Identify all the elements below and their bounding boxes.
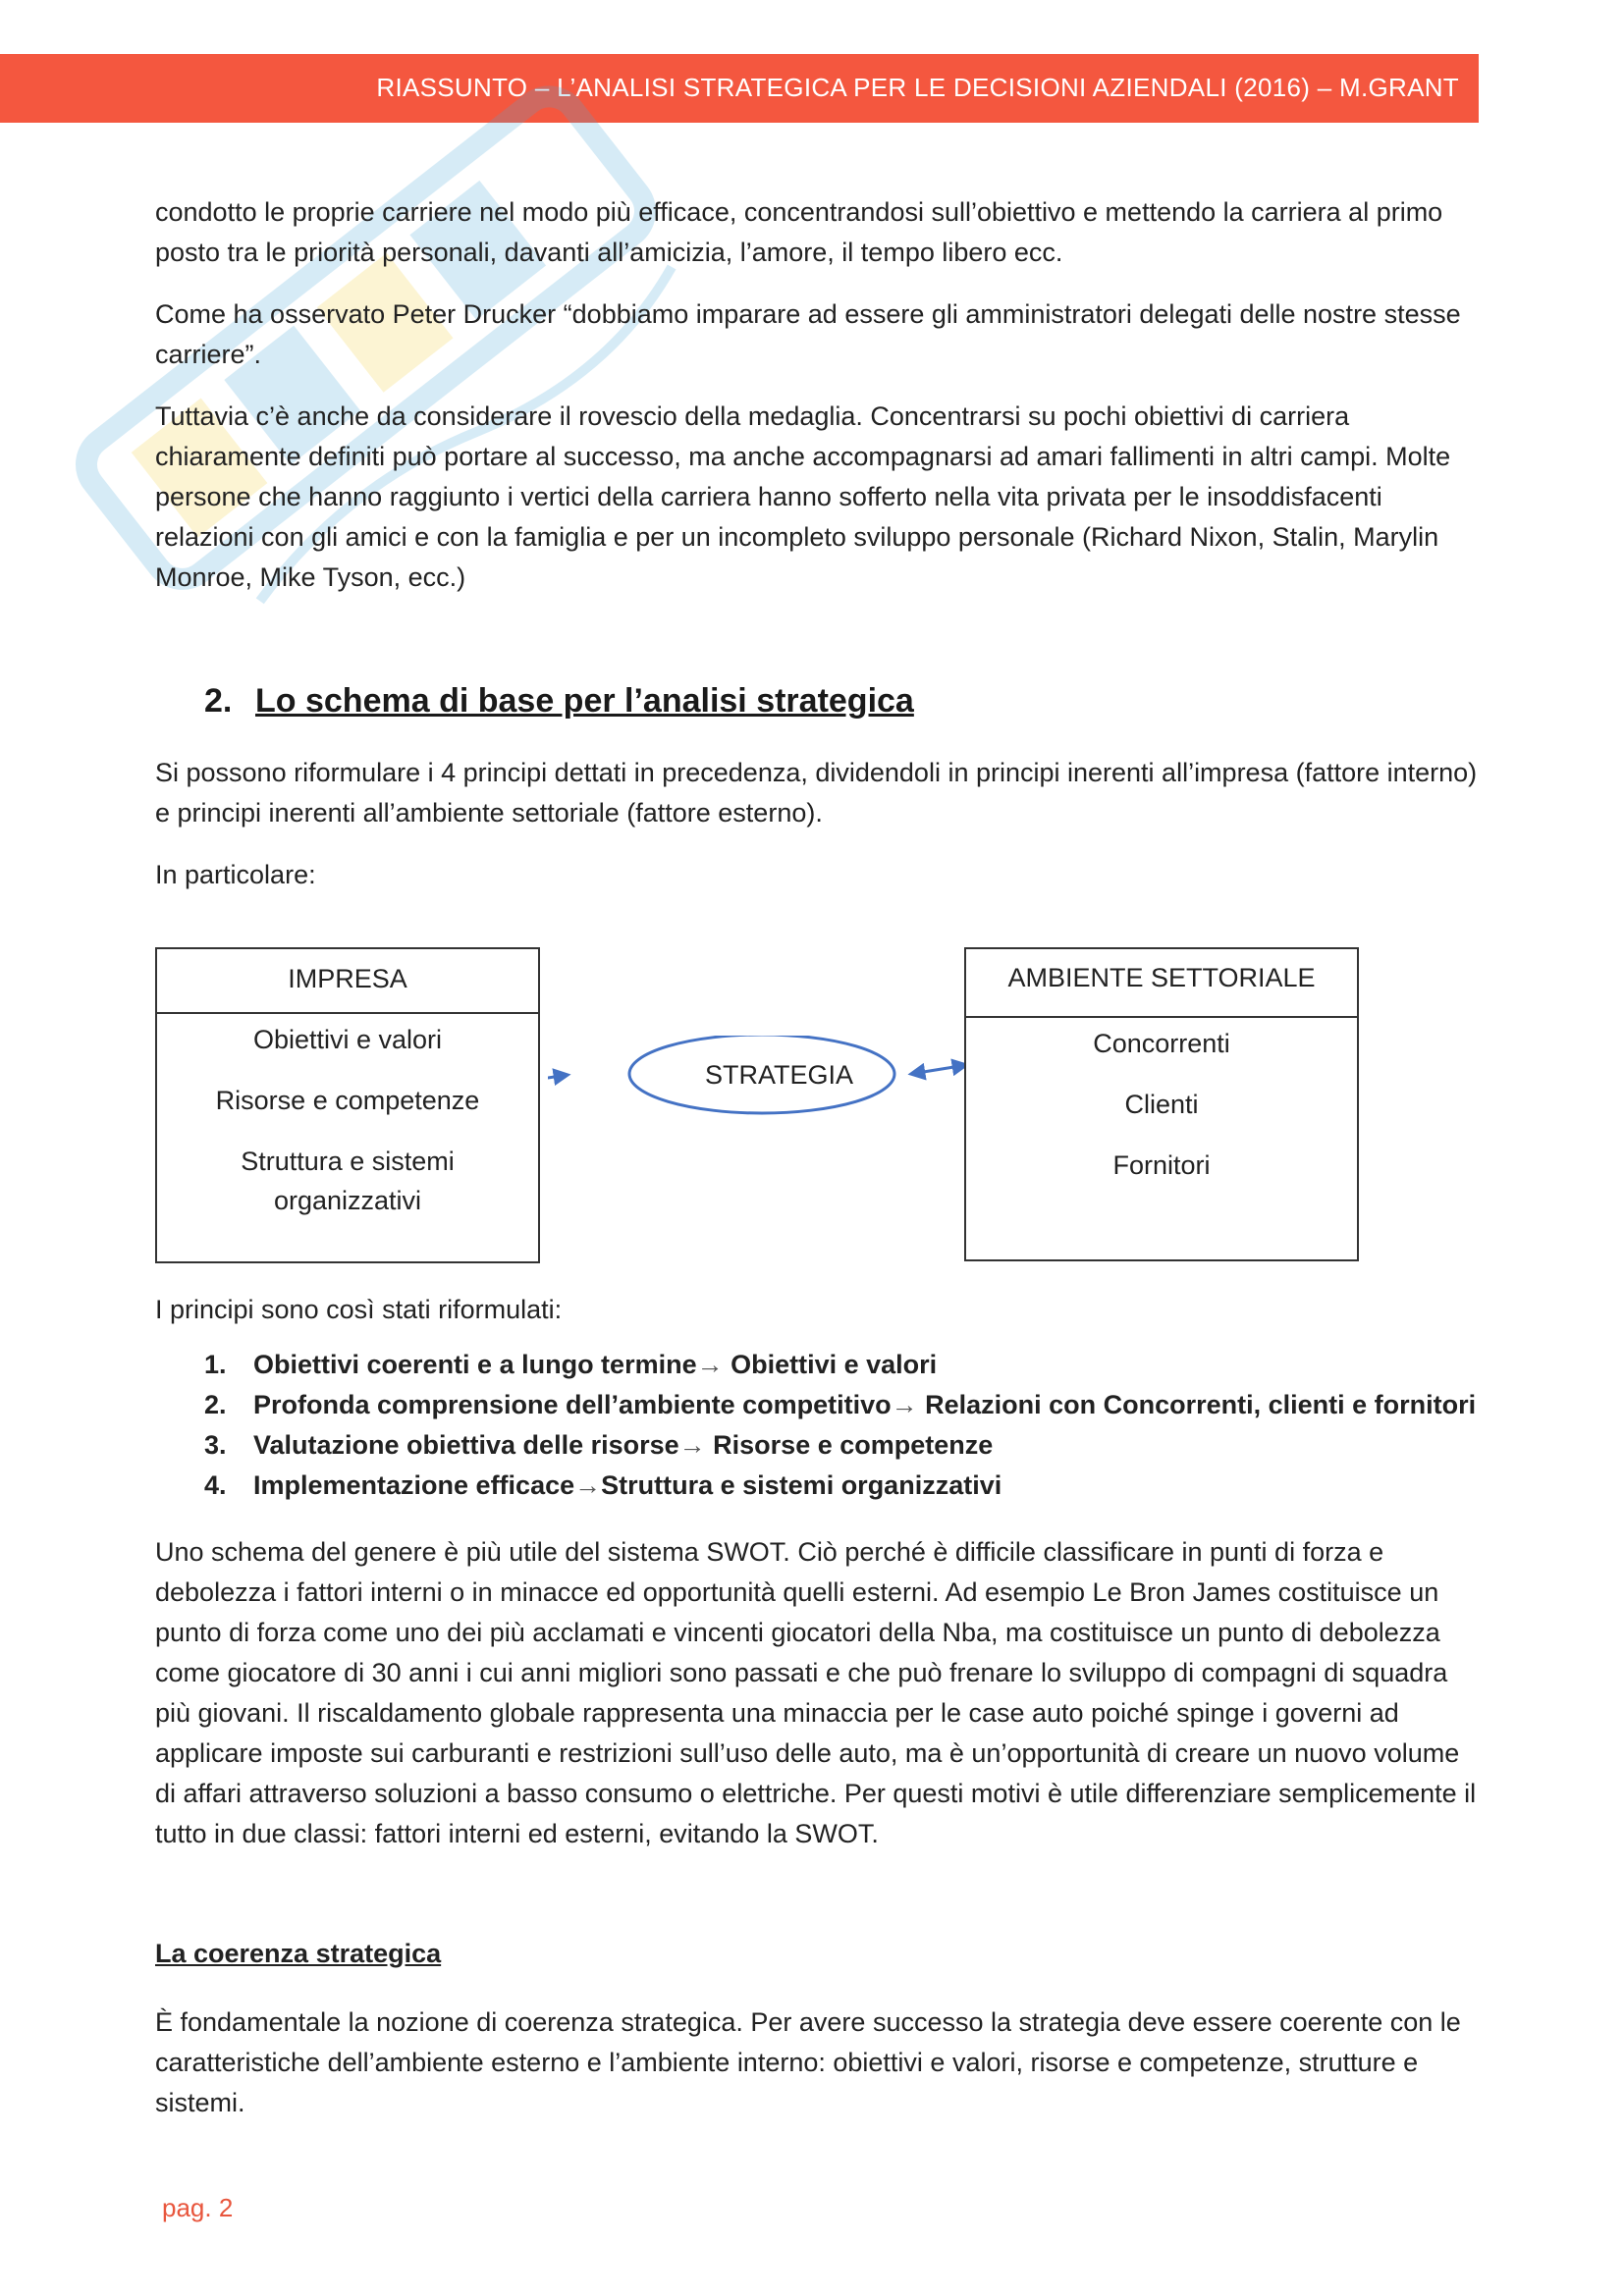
arrow-icon: → [678,1430,706,1460]
impresa-item: Struttura e sistemi [241,1147,455,1176]
ambiente-item: Clienti [1124,1090,1199,1119]
subheading: La coerenza strategica [155,1939,442,1968]
ambiente-item: Concorrenti [1093,1029,1230,1058]
ambiente-item: Fornitori [1112,1150,1211,1180]
list-item: 4. Implementazione efficace→Struttura e sistemi organizzativi [204,1470,1002,1500]
ambiente-box [964,947,1359,1261]
list-item: 2. Profonda comprensione dell’ambiente competitivo→ Relazioni con Concorrenti, clienti e fornitori [204,1390,1477,1419]
impresa-title: IMPRESA [157,949,538,1014]
impresa-box [155,947,540,1263]
impresa-item: organizzativi [273,1186,422,1215]
strategy-diagram [155,937,1481,1261]
section-heading [204,682,914,721]
paragraph: In particolare: [155,860,316,889]
ambiente-title: AMBIENTE SETTORIALE [966,949,1357,1018]
arrow-icon: → [891,1390,918,1419]
list-item: 3. Valutazione obiettiva delle risorse→ Risorse e competenze [204,1430,994,1460]
paragraph: I principi sono così stati riformulati: [155,1295,563,1324]
left-arrow [548,1075,568,1083]
section-title: Lo schema di base per l’analisi strategica [255,682,914,720]
header-title: RIASSUNTO – L’ANALISI STRATEGICA PER LE DECISIONI AZIENDALI (2016) – M.GRANT [376,73,1459,102]
arrow-icon: → [696,1350,724,1379]
page-number: pag. 2 [162,2193,234,2222]
paragraph: Uno schema del genere è più utile del sistema SWOT. Ciò perché è difficile classificare in punti di forza e debolezza i fattori interni o in minacce ed opportunità quelli esterni. Ad esempio Le Bron James costituisce un punto di forza come uno dei più acclamati e vincenti giocatori della Nba, ma costituisce un punto di debolezza come giocatore di 30 anni i cui anni migliori sono passati e che può frenare lo sviluppo di compagni di squadra più giovani. Il riscaldamento globale rappresenta una minaccia per le case auto poiché spinge i governi ad applicare imposte sui carburanti e restrizioni sull’uso delle auto, ma è un’opportunità di creare un nuovo volume di affari attraverso soluzioni a basso consumo o elettriche. Per questi motivi è utile differenziare semplicemente il tutto in due classi: fattori interni ed esterni, evitando la SWOT. [155,1537,1477,1848]
paragraph: Tuttavia c’è anche da considerare il rovescio della medaglia. Concentrarsi su pochi obiettivi di carriera chiaramente definiti può portare al successo, ma anche accompagnarsi ad amari fallimenti in altri campi. Molte persone che hanno raggiunto i vertici della carriera hanno sofferto nella vita privata per le insoddisfacenti relazioni con gli amici e con la famiglia e per un incompleto sviluppo personale (Richard Nixon, Stalin, Marylin Monroe, Mike Tyson, ecc.) [155,401,1451,592]
impresa-item: Obiettivi e valori [252,1025,443,1054]
strategy-label: STRATEGIA [704,1060,854,1090]
principles-list [204,1345,1476,1506]
paragraph: condotto le proprie carriere nel modo più efficace, concentrandosi sull’obiettivo e mettendo la carriera al primo posto tra le priorità personali, davanti all’amicizia, l’amore, il tempo libero ecc. [155,197,1443,267]
list-item: 1. Obiettivi coerenti e a lungo termine→ Obiettivi e valori [204,1350,938,1379]
section-number: 2. [204,682,233,720]
impresa-item: Risorse e competenze [215,1086,480,1115]
arrow-icon: → [574,1470,602,1500]
paragraph: Si possono riformulare i 4 principi dettati in precedenza, dividendoli in principi inerenti all’impresa (fattore interno) e principi inerenti all’ambiente settoriale (fattore esterno). [155,758,1478,828]
header-bar [0,54,1479,123]
paragraph: Come ha osservato Peter Drucker “dobbiamo imparare ad essere gli amministratori delegati delle nostre stesse carriere”. [155,299,1461,369]
paragraph: È fondamentale la nozione di coerenza strategica. Per avere successo la strategia deve essere coerente con le caratteristiche dell’ambiente esterno e l’ambiente interno: obiettivi e valori, risorse e competenze, strutture e sistemi. [155,2007,1461,2117]
